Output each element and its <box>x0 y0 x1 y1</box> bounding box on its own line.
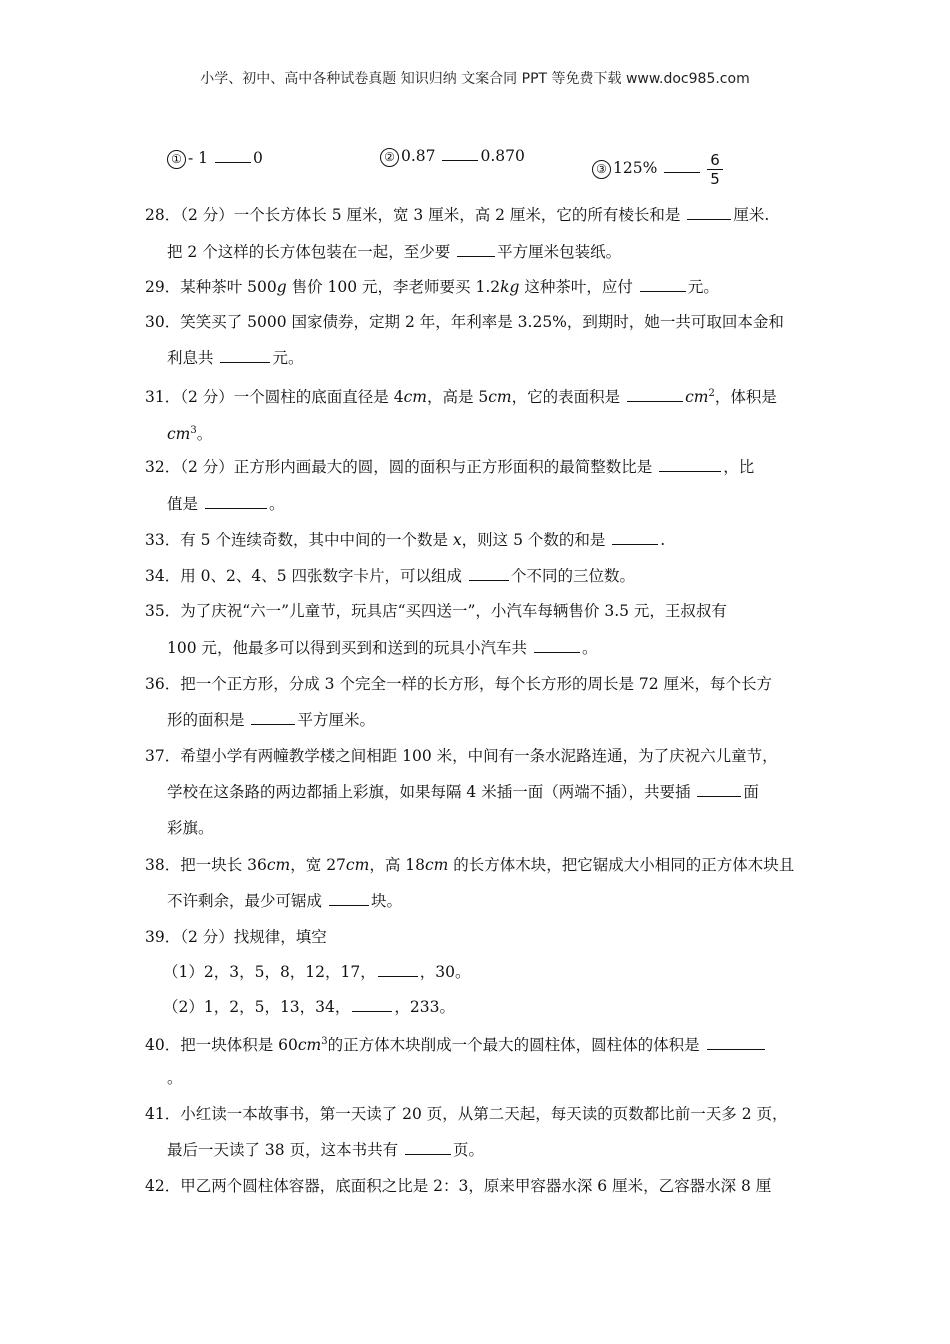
question-31 <box>145 384 777 407</box>
answer-blank[interactable] <box>534 638 580 653</box>
answer-blank[interactable] <box>627 387 683 402</box>
question-text: （1）2，3，5，8，12，17， <box>163 963 376 981</box>
unit: cm <box>167 425 191 444</box>
fraction-numerator: 6 <box>707 151 723 170</box>
unit: cm <box>403 388 427 407</box>
question-text: ，30。 <box>419 963 471 981</box>
question-text: 页。 <box>453 1141 485 1159</box>
answer-blank[interactable] <box>697 782 741 797</box>
answer-blank[interactable] <box>329 891 369 906</box>
question-33 <box>145 530 665 550</box>
question-text: 售价 100 元，李老师要买 1.2 <box>286 278 501 296</box>
answer-blank[interactable] <box>640 277 686 292</box>
question-text: （2）1，2，5，13，34， <box>163 998 351 1016</box>
answer-blank[interactable] <box>442 146 478 161</box>
circled-number: ② <box>380 148 399 167</box>
question-42: 42．甲乙两个圆柱体容器，底面积之比是 2：3，原来甲容器水深 6 厘米，乙容器水深 8 厘 <box>145 1177 772 1195</box>
fraction <box>707 151 723 188</box>
answer-blank[interactable] <box>707 1035 765 1050</box>
question-38-line2 <box>167 891 402 911</box>
compare-left: 0.87 <box>401 147 436 165</box>
question-text: 31．（2 分）一个圆柱的底面直径是 4 <box>145 388 404 407</box>
question-text: 。 <box>196 425 213 444</box>
question-41: 41．小红读一本故事书，第一天读了 20 页，从第二天起，每天读的页数都比前一天多 2 页， <box>145 1105 788 1123</box>
question-37-line3: 彩旗。 <box>167 819 214 837</box>
question-text: 最后一天读了 38 页，这本书共有 <box>167 1141 399 1159</box>
answer-blank[interactable] <box>405 1140 451 1155</box>
unit: cm <box>488 388 512 407</box>
question-text: 。 <box>581 639 598 657</box>
question-text: ，比 <box>723 458 755 476</box>
question-36-line2 <box>167 710 375 730</box>
question-35-line2 <box>167 638 597 658</box>
circled-number: ① <box>167 150 186 169</box>
question-text: 这种茶叶，应付 <box>519 278 633 296</box>
question-text: ，则这 5 个数的和是 <box>461 531 606 549</box>
question-text: 29．某种茶叶 500 <box>145 278 277 296</box>
question-text: 形的面积是 <box>167 711 245 729</box>
question-text: 个不同的三位数。 <box>510 567 635 585</box>
question-35: 35．为了庆祝“六一”儿童节，玩具店“买四送一”，小汽车每辆售价 3.5 元，王叔叔有 <box>145 602 727 620</box>
compare-right: 0.870 <box>480 147 525 165</box>
compare-item-3 <box>592 148 723 188</box>
question-34 <box>145 566 635 586</box>
answer-blank[interactable] <box>220 348 270 363</box>
superscript: 2 <box>708 388 715 399</box>
question-text: ，高 18 <box>369 856 425 874</box>
question-text: 28．（2 分）一个长方体长 5 厘米，宽 3 厘米，高 2 厘米，它的所有棱长和是 <box>145 206 681 224</box>
question-text: 值是 <box>167 495 199 513</box>
unit: cm <box>685 388 709 407</box>
question-text: ，体积是 <box>714 388 777 407</box>
question-text: 块。 <box>370 892 402 910</box>
question-40 <box>145 1032 767 1055</box>
question-text: ，它的表面积是 <box>511 388 621 407</box>
answer-blank[interactable] <box>205 494 267 509</box>
question-28 <box>145 205 769 225</box>
answer-blank[interactable] <box>664 158 700 173</box>
answer-blank[interactable] <box>215 148 251 163</box>
question-text: ，233。 <box>394 998 455 1016</box>
answer-blank[interactable] <box>469 566 509 581</box>
unit: cm <box>345 856 370 874</box>
question-text: . <box>660 531 666 549</box>
question-31-line2 <box>167 421 212 444</box>
compare-item-2 <box>380 146 525 167</box>
answer-blank[interactable] <box>612 530 658 545</box>
question-text: 38．把一块长 36 <box>145 856 267 874</box>
circled-number: ③ <box>592 160 611 179</box>
compare-left: 125% <box>613 159 658 177</box>
fraction-denominator: 5 <box>710 169 720 188</box>
answer-blank[interactable] <box>251 710 295 725</box>
question-text: ，高是 5 <box>426 388 489 407</box>
compare-item-1 <box>167 148 263 169</box>
superscript: 3 <box>190 425 197 436</box>
question-text: 面 <box>743 783 759 801</box>
question-text: ，宽 27 <box>290 856 346 874</box>
variable: x <box>452 531 462 549</box>
question-text: 平方厘米包装纸。 <box>497 243 622 261</box>
question-text: 的正方体木块削成一个最大的圆柱体，圆柱体的体积是 <box>327 1036 700 1055</box>
question-29 <box>145 277 719 297</box>
unit: kg <box>500 278 520 296</box>
question-30-line2 <box>167 348 303 368</box>
question-text: 把 2 个这样的长方体包装在一起，至少要 <box>167 243 451 261</box>
answer-blank[interactable] <box>687 205 731 220</box>
question-text: 34．用 0、2、4、5 四张数字卡片，可以组成 <box>145 567 463 585</box>
question-28-line2 <box>167 242 621 262</box>
compare-left: - 1 <box>188 149 209 167</box>
page-header: 小学、初中、高中各种试卷真题 知识归纳 文案合同 PPT 等免费下载 www.doc985.com <box>200 71 750 87</box>
answer-blank[interactable] <box>378 962 418 977</box>
question-38 <box>145 855 794 875</box>
question-text: 平方厘米。 <box>297 711 375 729</box>
unit: cm <box>297 1036 322 1055</box>
question-text: 利息共 <box>167 349 214 367</box>
question-39-sub1 <box>163 962 471 982</box>
question-text: 40．把一块体积是 60 <box>145 1036 298 1055</box>
question-39: 39．（2 分）找规律，填空 <box>145 928 327 946</box>
question-37-line2 <box>167 782 759 802</box>
question-text: 33．有 5 个连续奇数，其中中间的一个数是 <box>145 531 448 549</box>
question-41-line2 <box>167 1140 484 1160</box>
answer-blank[interactable] <box>457 242 495 257</box>
question-text: 。 <box>268 495 285 513</box>
question-36: 36．把一个正方形，分成 3 个完全一样的长方形，每个长方形的周长是 72 厘米，每个长方 <box>145 675 773 693</box>
unit: cm <box>424 856 449 874</box>
question-37: 37．希望小学有两幢教学楼之间相距 100 米，中间有一条水泥路连通，为了庆祝六儿童节， <box>145 747 778 765</box>
question-text: 元。 <box>272 349 304 367</box>
question-text: 100 元，他最多可以得到买到和送到的玩具小汽车共 <box>167 639 528 657</box>
question-39-sub2 <box>163 997 455 1017</box>
question-text: 元。 <box>687 278 719 296</box>
answer-blank[interactable] <box>659 457 721 472</box>
answer-blank[interactable] <box>352 997 392 1012</box>
compare-right: 0 <box>252 149 263 167</box>
question-text: 学校在这条路的两边都插上彩旗，如果每隔 4 米插一面（两端不插），共要插 <box>167 783 691 801</box>
question-text: 32．（2 分）正方形内画最大的圆，圆的面积与正方形面积的最简整数比是 <box>145 458 653 476</box>
unit: g <box>276 278 287 296</box>
unit: cm <box>266 856 291 874</box>
question-32-line2 <box>167 494 284 514</box>
question-text: 不许剩余，最少可锯成 <box>167 892 323 910</box>
question-text: 的长方体木块，把它锯成大小相同的正方体木块且 <box>448 856 795 874</box>
superscript: 3 <box>321 1036 328 1047</box>
question-32 <box>145 457 754 477</box>
question-40-line2: 。 <box>167 1069 183 1087</box>
question-30: 30．笑笑买了 5000 国家债券，定期 2 年，年利率是 3.25%，到期时，她一共可取回本金和 <box>145 313 784 331</box>
question-text: 厘米. <box>733 206 770 224</box>
